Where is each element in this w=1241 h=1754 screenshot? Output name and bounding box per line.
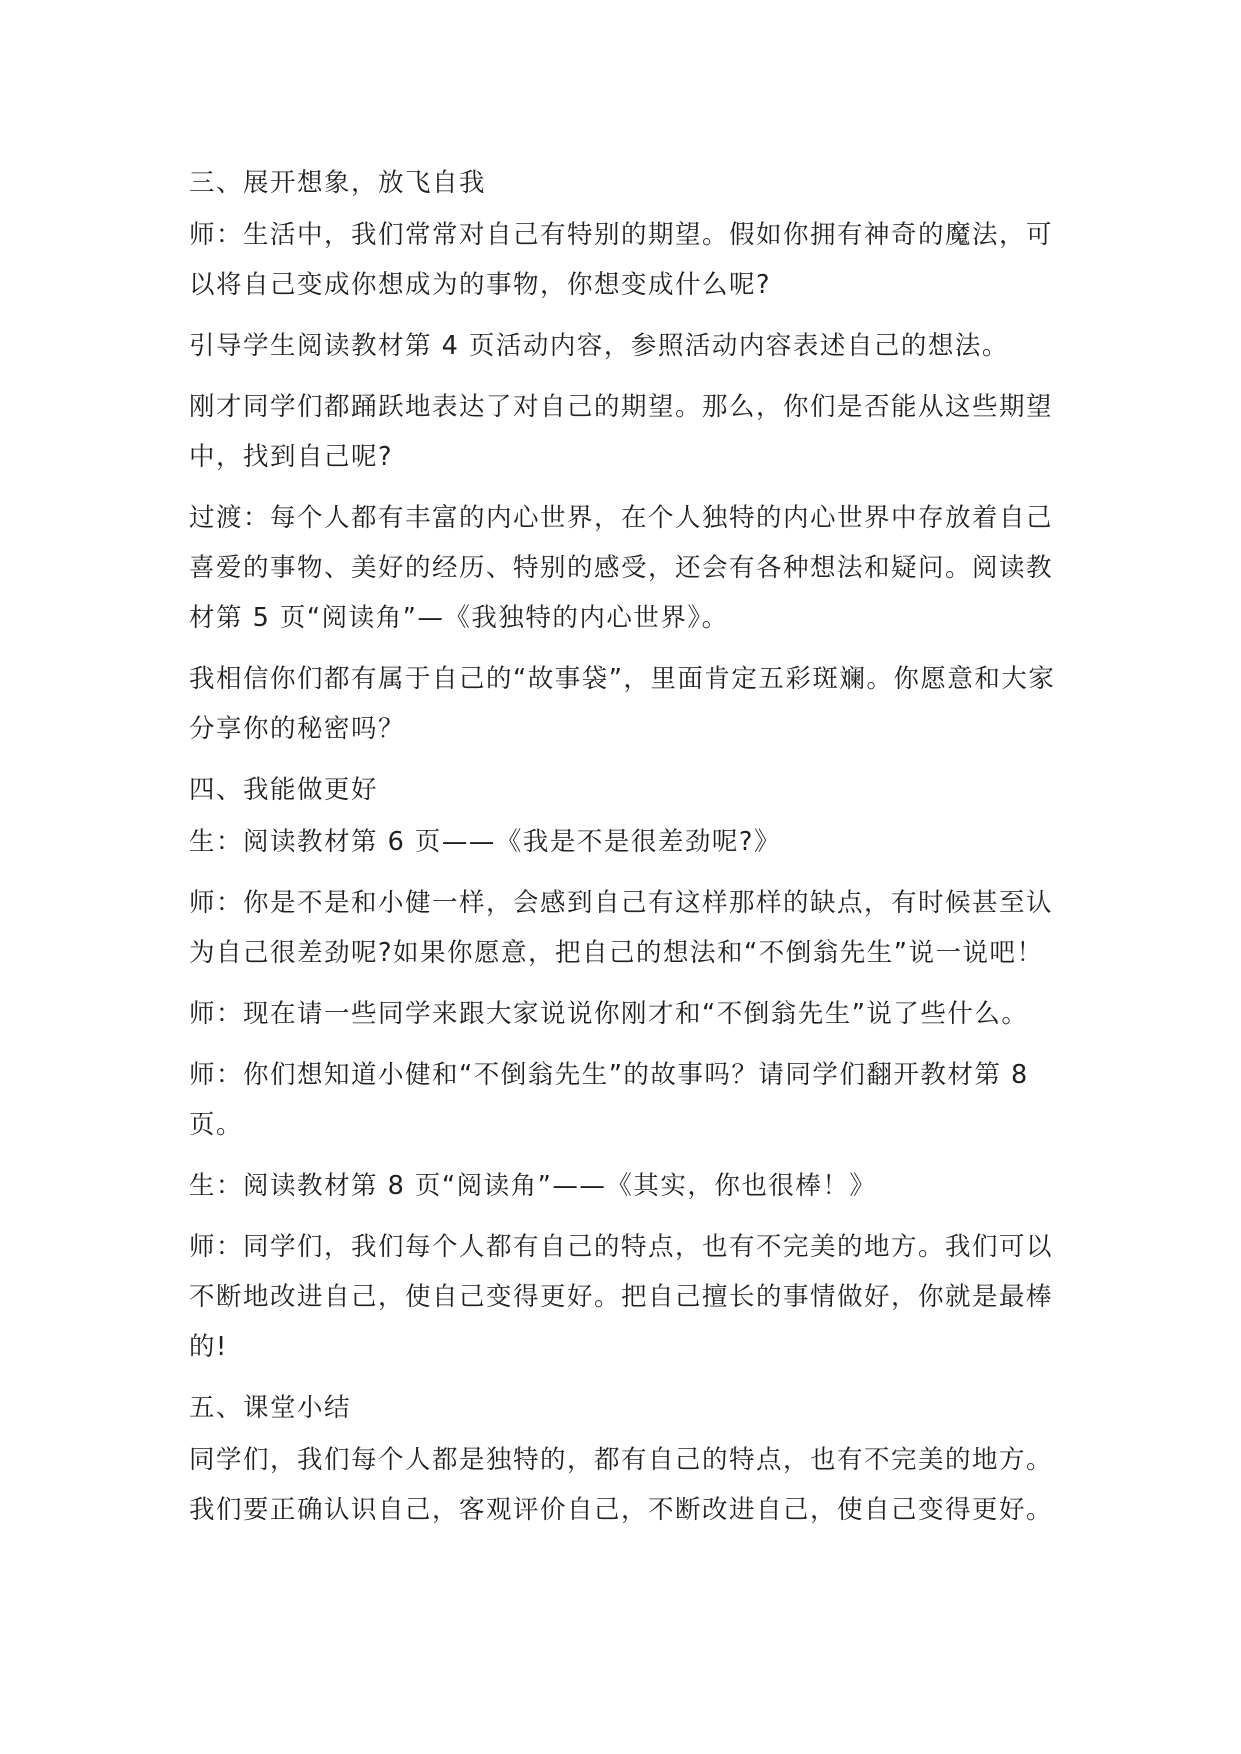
paragraph: 引导学生阅读教材第 4 页活动内容，参照活动内容表述自己的想法。 xyxy=(189,331,1009,361)
paragraph: 过渡：每个人都有丰富的内心世界，在个人独特的内心世界中存放着自己喜爱的事物、美好的经历、特别的感受，还会有各种想法和疑问。阅读教材第 5 页“阅读角”—《我独特的内心世界》。 xyxy=(189,503,1054,633)
section-heading-4: 四、我能做更好 xyxy=(189,775,379,805)
paragraph: 师：你们想知道小健和“不倒翁先生”的故事吗？请同学们翻开教材第 8 页。 xyxy=(189,1060,1029,1140)
paragraph: 师：你是不是和小健一样，会感到自己有这样那样的缺点，有时候甚至认为自己很差劲呢?如果你愿意，把自己的想法和“不倒翁先生”说一说吧！ xyxy=(189,888,1054,968)
paragraph: 师：现在请一些同学来跟大家说说你刚才和“不倒翁先生”说了些什么。 xyxy=(189,999,1029,1029)
paragraph: 刚才同学们都踊跃地表达了对自己的期望。那么，你们是否能从这些期望中，找到自己呢? xyxy=(189,392,1054,472)
paragraph: 师：生活中，我们常常对自己有特别的期望。假如你拥有神奇的魔法，可以将自己变成你想成为的事物，你想变成什么呢? xyxy=(189,220,1054,300)
paragraph: 师：同学们，我们每个人都有自己的特点，也有不完美的地方。我们可以不断地改进自己，使自己变得更好。把自己擅长的事情做好，你就是最棒的! xyxy=(189,1232,1054,1362)
section-heading-5: 五、课堂小结 xyxy=(189,1393,352,1423)
paragraph: 生：阅读教材第 6 页——《我是不是很差劲呢?》 xyxy=(189,827,781,857)
section-heading-3: 三、展开想象，放飞自我 xyxy=(189,168,487,198)
paragraph: 同学们，我们每个人都是独特的，都有自己的特点，也有不完美的地方。我们要正确认识自己，客观评价自己，不断改进自己，使自己变得更好。 xyxy=(189,1445,1054,1525)
paragraph: 生：阅读教材第 8 页“阅读角”——《其实，你也很棒！》 xyxy=(189,1171,877,1201)
document-body xyxy=(189,158,1079,1546)
paragraph: 我相信你们都有属于自己的“故事袋”，里面肯定五彩斑斓。你愿意和大家分享你的秘密吗？ xyxy=(189,664,1056,744)
